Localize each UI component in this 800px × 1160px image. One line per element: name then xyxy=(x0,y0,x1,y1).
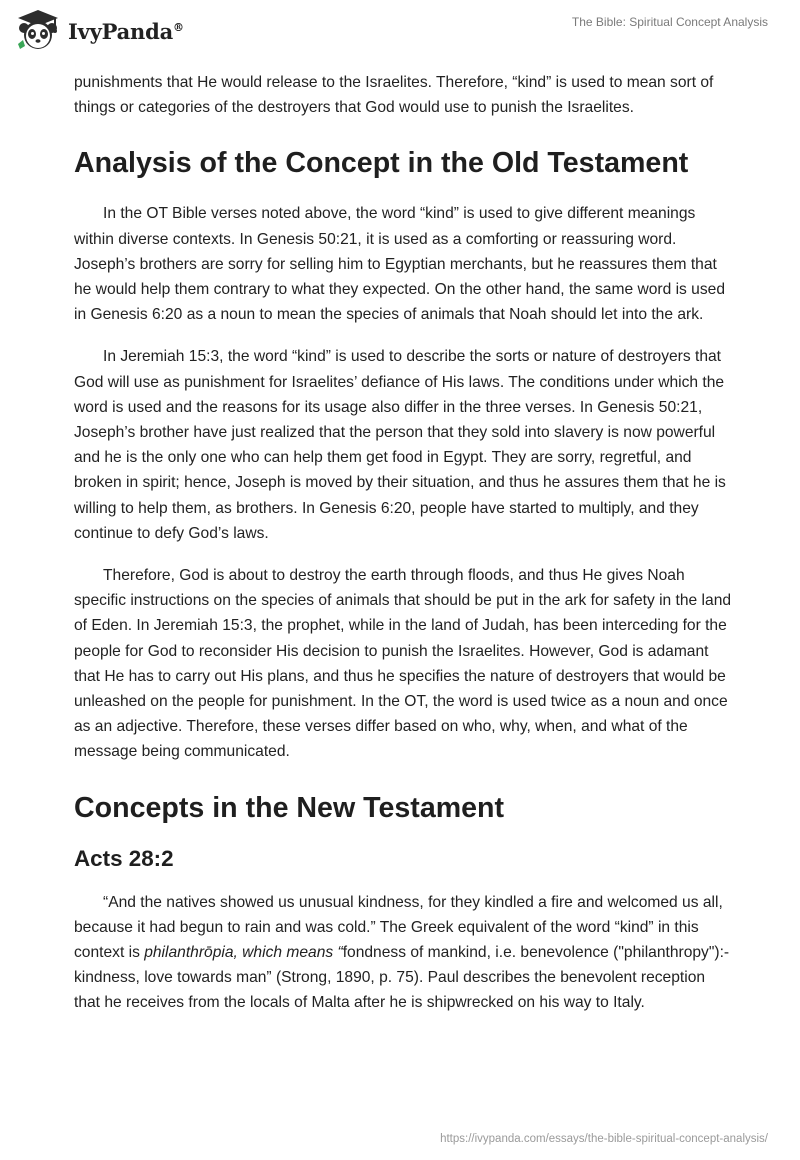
page-header xyxy=(0,0,800,66)
acts-paragraph: “And the natives showed us unusual kindness, for they kindled a fire and welcomed us all, because it had begun to rain and was cold.” The Greek equivalent of the word “kind” in this context is philanthrōpia, which means “fondness of mankind, i.e. benevolence ("philanthropy"):-kindness, love towards man” (Strong, 1890, p. 75). Paul describes the benevolent reception that he receives from the locals of Malta after he is shipwrecked on his way to Italy. xyxy=(74,893,730,1012)
intro-paragraph: punishments that He would release to the Israelites. Therefore, “kind” is used to mean sort of things or categories of the destroyers that God would use to punish the Israelites. xyxy=(74,74,714,117)
paragraph: In Jeremiah 15:3, the word “kind” is used to describe the sorts or nature of destroyers that God will use as punishment for Israelites’ defiance of His laws. The conditions under which the word is used and the reasons for its usage also differ in the three verses. In Genesis 50:21, Joseph’s brother have just realized that the person that they sold into slavery is now powerful and he is the only one who can help them get food in Egypt. They are sorry, regretful, and broken in spirit; hence, Joseph is moved by their situation, and thus he assures them that he is willing to help them, as brothers. In Genesis 6:20, people have started to multiply, and they continue to defy God’s laws. xyxy=(74,348,726,542)
brand-name: IvyPanda® xyxy=(68,18,184,44)
logo[interactable] xyxy=(14,8,184,52)
heading-new-testament: Concepts in the New Testament xyxy=(74,791,505,824)
document-title: The Bible: Spiritual Concept Analysis xyxy=(571,15,768,29)
subheading-acts: Acts 28:2 xyxy=(74,845,174,871)
heading-old-testament: Analysis of the Concept in the Old Testament xyxy=(74,147,689,180)
source-url[interactable]: https://ivypanda.com/essays/the-bible-spiritual-concept-analysis/ xyxy=(440,1133,768,1145)
paragraph: Therefore, God is about to destroy the earth through floods, and thus He gives Noah specific instructions on the species of animals that should be put in the ark for safety in the land of Eden. In Jeremiah 15:3, the prophet, while in the land of Judah, has been interceding for the people for God to reconsider His decision to punish the Israelites. However, God is adamant that He has to carry out His plans, and thus he specifies the nature of destroyers that would be unleashed on the people for punishment. In the OT, the word is used twice as a noun and once as an adjective. Therefore, these verses differ based on who, why, when, and what of the message being communicated. xyxy=(74,567,732,761)
panda-logo-icon xyxy=(14,8,62,52)
paragraph: In the OT Bible verses noted above, the word “kind” is used to give different meanings within diverse contexts. In Genesis 50:21, it is used as a comforting or reassuring word. Joseph’s brothers are sorry for selling him to Egyptian merchants, but he reassures them that he would help them contrary to what they expected. On the other hand, the same word is used in Genesis 6:20 as a noun to mean the species of animals that Noah should let into the ark. xyxy=(74,205,725,324)
article-body xyxy=(74,70,734,1016)
